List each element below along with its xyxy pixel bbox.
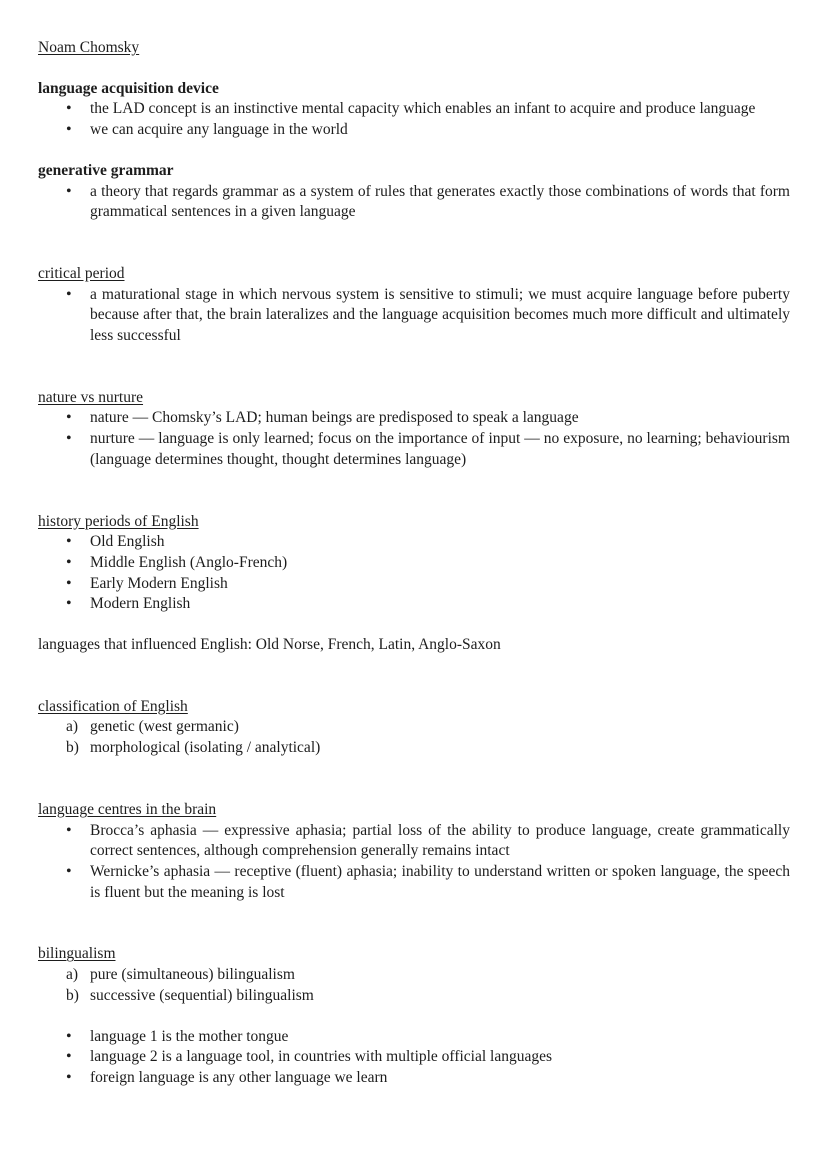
list-item [38, 717, 790, 738]
list-item-text: pure (simultaneous) bilingualism [90, 966, 295, 984]
list-item [38, 821, 790, 862]
list-item-text: genetic (west germanic) [90, 718, 239, 736]
bullet-icon: • [66, 1027, 72, 1045]
list-item [38, 574, 790, 595]
section-heading: history periods of English [38, 512, 199, 530]
section-heading: nature vs nurture [38, 388, 144, 406]
section-language-centres-in-the-brain [38, 800, 790, 904]
bullet-icon: • [66, 574, 72, 592]
list-item [38, 285, 790, 347]
list-item-text: language 2 is a language tool, in countries with multiple official languages [90, 1048, 553, 1066]
bullet-icon: • [66, 533, 72, 551]
list-item [38, 1027, 790, 1048]
bullet-icon: • [66, 1048, 72, 1066]
section-language-types [38, 1027, 790, 1089]
list-item-text: nurture — language is only learned; focus on the importance of input — no exposure, no learning; behaviourism (language determines thought, thought determines language) [90, 430, 790, 468]
list-item-text: Brocca’s aphasia — expressive aphasia; partial loss of the ability to produce language, create grammatically correct sentences, although comprehension generally remains intact [90, 821, 790, 860]
list-item [38, 594, 790, 615]
list-item-text: successive (sequential) bilingualism [90, 986, 314, 1004]
bullet-icon: • [66, 821, 72, 839]
list-item-text: nature — Chomsky’s LAD; human beings are predisposed to speak a language [90, 409, 579, 427]
bullet-icon: • [66, 430, 72, 448]
bullet-icon: • [66, 595, 72, 613]
bullet-icon: • [66, 100, 72, 118]
bullet-icon: • [66, 1068, 72, 1086]
list-item [38, 429, 790, 470]
list-item-text: Modern English [90, 595, 191, 613]
section-heading: language centres in the brain [38, 800, 217, 818]
section-heading: bilingualism [38, 945, 116, 963]
section-critical-period [38, 264, 790, 347]
section-generative-grammar [38, 161, 790, 223]
section-heading: generative grammar [38, 161, 174, 179]
list-item [38, 120, 790, 141]
alpha-marker: a) [66, 718, 79, 736]
list-item-text: Middle English (Anglo-French) [90, 553, 288, 571]
section-classification-of-english [38, 697, 790, 759]
section-heading: language acquisition device [38, 79, 219, 97]
list-item [38, 532, 790, 553]
list-item-text: a maturational stage in which nervous system is sensitive to stimuli; we must acquire language before puberty because after that, the brain lateralizes and the language acquisition becomes much more difficult and ultimately less successful [90, 285, 790, 345]
list-item-text: morphological (isolating / analytical) [90, 739, 321, 757]
section-history-periods-of-english [38, 512, 790, 616]
list-item [38, 99, 790, 120]
list-item-text: Wernicke’s aphasia — receptive (fluent) aphasia; inability to understand written or spoken language, the speech is fluent but the meaning is lost [90, 862, 790, 901]
list-item [38, 182, 790, 223]
list-item-text: Old English [90, 533, 165, 551]
list-item-text: the LAD concept is an instinctive mental capacity which enables an infant to acquire and produce language [90, 100, 756, 118]
bullet-icon: • [66, 121, 72, 139]
bullet-icon: • [66, 182, 72, 200]
section-nature-vs-nurture [38, 388, 790, 471]
paragraph-languages-influenced-english: languages that influenced English: Old Norse, French, Latin, Anglo-Saxon [38, 636, 501, 654]
section-bilingualism [38, 944, 790, 1006]
list-item [38, 862, 790, 903]
section-heading: critical period [38, 264, 125, 282]
bullet-icon: • [66, 409, 72, 427]
alpha-marker: a) [66, 966, 79, 984]
bullet-icon: • [66, 553, 72, 571]
list-item [38, 738, 790, 759]
list-item [38, 1068, 790, 1089]
alpha-marker: b) [66, 986, 79, 1004]
list-item [38, 986, 790, 1007]
list-item-text: we can acquire any language in the world [90, 121, 348, 139]
alpha-marker: b) [66, 739, 79, 757]
list-item [38, 965, 790, 986]
list-item-text: a theory that regards grammar as a system of rules that generates exactly those combinations of words that form grammatical sentences in a given language [90, 182, 790, 221]
section-heading: classification of English [38, 697, 188, 715]
list-item [38, 408, 790, 429]
list-item [38, 1047, 790, 1068]
bullet-icon: • [66, 862, 72, 880]
bullet-icon: • [66, 285, 72, 303]
list-item [38, 553, 790, 574]
list-item-text: language 1 is the mother tongue [90, 1027, 289, 1045]
list-item-text: Early Modern English [90, 574, 228, 592]
list-item-text: foreign language is any other language we learn [90, 1068, 388, 1086]
page-title: Noam Chomsky [38, 39, 140, 56]
section-language-acquisition-device [38, 79, 790, 141]
